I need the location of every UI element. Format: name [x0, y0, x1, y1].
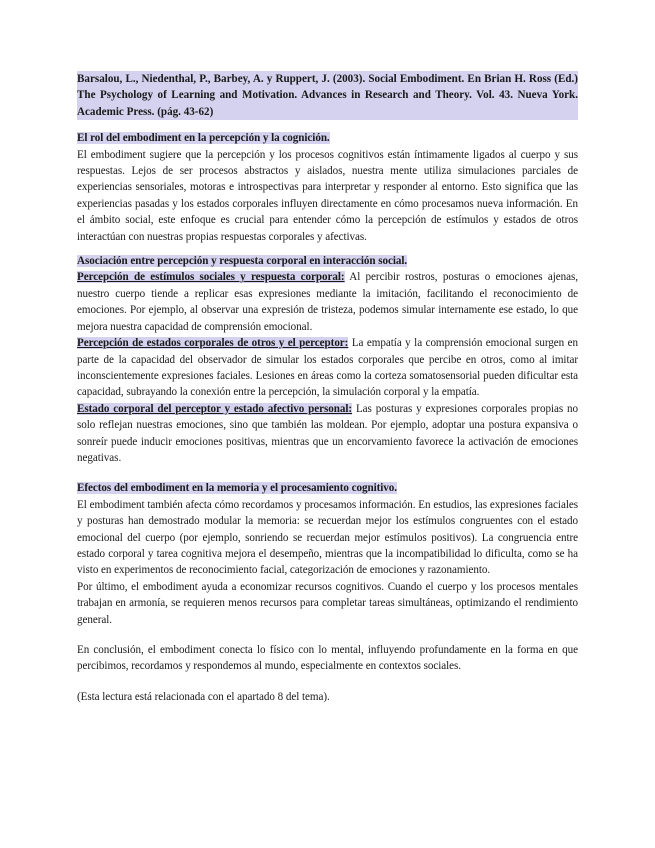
- item-text: Las posturas y expresiones corporales propias no solo reflejan nuestras emociones, sino que también las moldean. Por ejemplo, adoptar una postura expansiva o sonreír puede inducir emociones positivas, mientras que un encorvamiento favorece la activación de emociones negativas.: [77, 402, 578, 464]
- list-item: [77, 401, 578, 467]
- section-paragraph: El embodiment también afecta cómo recordamos y procesamos información. En estudios, las expresiones faciales y posturas han demostrado modular la memoria: se recuerdan mejor los estímulos congruentes con el estado emocional del cuerpo (por ejemplo, sonriendo se recuerdan mejor estímulos positivos). La congruencia entre estado corporal y tarea cognitiva mejora el desempeño, mientras que la incompatibilidad lo dificulta, como se ha visto en experimentos de reconocimiento facial, categorización de emociones y razonamiento.: [77, 498, 578, 577]
- section-memory-processing: [77, 480, 578, 628]
- conclusion-paragraph: En conclusión, el embodiment conecta lo físico con lo mental, influyendo profundamente en la forma en que percibimos, recordamos y respondemos al mundo, especialmente en contextos sociales.: [77, 644, 578, 673]
- item-title: Percepción de estados corporales de otros y el perceptor:: [77, 337, 349, 350]
- list-item: [77, 335, 578, 401]
- item-text: La empatía y la comprensión emocional surgen en parte de la capacidad del observador de simular los estados corporales que percibe en otros, como al imitar inconscientemente expresiones faciales. Lesiones en áreas como la corteza somatosensorial pueden dificultar esta capacidad, subrayando la conexión entre la percepción, la simulación corporal y la empatía.: [77, 337, 578, 399]
- section-heading: Asociación entre percepción y respuesta corporal en interacción social.: [77, 255, 408, 268]
- section-heading: Efectos del embodiment en la memoria y el procesamiento cognitivo.: [77, 482, 398, 495]
- section-heading: El rol del embodiment en la percepción y la cognición.: [77, 132, 330, 145]
- item-text: Al percibir rostros, posturas o emociones ajenas, nuestro cuerpo tiende a replicar esas expresiones mediante la imitación, facilitando el reconocimiento de emociones. Por ejemplo, al observar una expresión de tristeza, podemos simular internamente ese estado, lo que mejora nuestra capacidad de comprensión emocional.: [77, 271, 578, 333]
- section-social-interaction: [77, 253, 578, 466]
- section-paragraph: Por último, el embodiment ayuda a economizar recursos cognitivos. Cuando el cuerpo y los procesos mentales trabajan en armonía, se requieren menos recursos para completar tareas simultáneas, optimizando el rendimiento general.: [77, 580, 578, 626]
- item-title: Percepción de estímulos sociales y respuesta corporal:: [77, 271, 345, 284]
- related-note: (Esta lectura está relacionada con el apartado 8 del tema).: [77, 690, 330, 703]
- item-title: Estado corporal del perceptor y estado afectivo personal:: [77, 402, 353, 415]
- section-body: El embodiment sugiere que la percepción y los procesos cognitivos están íntimamente ligados al cuerpo y sus respuestas. Lejos de ser procesos abstractos y aislados, nuestra mente utiliza simulaciones parciales de experiencias sensoriales, motoras e introspectivas para interpretar y responder al entorno. Esto significa que las experiencias pasadas y los estados corporales influyen directamente en cómo procesamos nueva información. En el ámbito social, este enfoque es crucial para entender cómo la percepción de estímulos y estados de otros interactúan con nuestras propias respuestas corporales y afectivas.: [77, 148, 578, 243]
- bibliographic-citation: Barsalou, L., Niedenthal, P., Barbey, A. y Ruppert, J. (2003). Social Embodiment. En Brian H. Ross (Ed.) The Psychology of Learning and Motivation. Advances in Research and Theory. Vol. 43. Nueva York. Academic Press. (pág. 43-62): [77, 71, 578, 120]
- section-embodiment-perception: [77, 130, 578, 245]
- list-item: [77, 269, 578, 335]
